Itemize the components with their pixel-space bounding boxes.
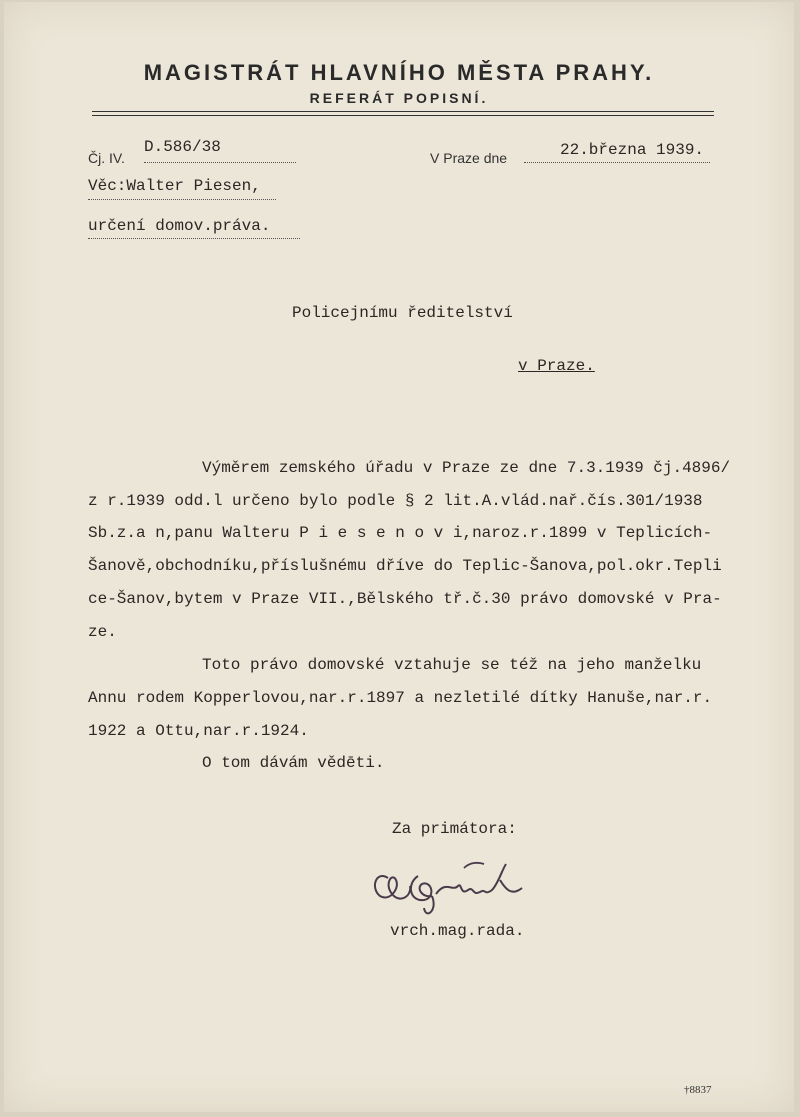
header-rule-bottom <box>92 115 714 116</box>
body-line: Šanově,obchodníku,příslušnému dříve do Teplic-Šanova,pol.okr.Tepli <box>88 557 722 575</box>
ref-dotted-line <box>144 162 296 163</box>
header-rule-top <box>92 111 714 112</box>
body-line: Toto právo domovské vztahuje se též na jeho manželku <box>202 656 702 674</box>
subject-line-2: určení domov.práva. <box>88 217 271 235</box>
body-line: z r.1939 odd.l určeno bylo podle § 2 lit.A.vlád.nař.čís.301/1938 <box>88 492 703 510</box>
subject-line-1: Věc:Walter Piesen, <box>88 177 261 195</box>
handwritten-signature <box>366 840 546 920</box>
recipient-place: v Praze. <box>518 357 595 375</box>
signatory-title: vrch.mag.rada. <box>390 922 525 940</box>
letterhead-department: REFERÁT POPISNÍ. <box>309 90 489 106</box>
body-line: Výměrem zemského úřadu v Praze ze dne 7.3.1939 čj.4896/ <box>202 459 731 477</box>
archive-stamp-number: †8837 <box>684 1084 712 1096</box>
letter-date: 22.března 1939. <box>560 141 705 159</box>
body-line: Annu rodem Kopperlovou,nar.r.1897 a nezletilé dítky Hanuše,nar.r. <box>88 689 713 707</box>
subject-dotted-1 <box>88 199 276 200</box>
ref-prefix: Čj. IV. <box>88 150 125 166</box>
ref-number: D.586/38 <box>144 138 221 156</box>
body-line: O tom dávám vědēti. <box>202 754 385 772</box>
subject-dotted-2 <box>88 238 300 239</box>
recipient-name: Policejnímu ředitelství <box>292 304 513 322</box>
body-line: 1922 a Ottu,nar.r.1924. <box>88 722 309 740</box>
document-page <box>4 2 794 1112</box>
for-mayor-label: Za primátora: <box>392 820 517 838</box>
date-dotted-line <box>524 162 710 163</box>
body-line: Sb.z.a n,panu Walteru P i e s e n o v i,naroz.r.1899 v Teplicích- <box>88 524 713 542</box>
body-line: ce-Šanov,bytem v Praze VII.,Bělského tř.č.30 právo domovské v Pra- <box>88 590 722 608</box>
letterhead-title: MAGISTRÁT HLAVNÍHO MĚSTA PRAHY. <box>143 60 655 85</box>
place-label: V Praze dne <box>430 150 508 166</box>
body-line: ze. <box>88 623 117 641</box>
